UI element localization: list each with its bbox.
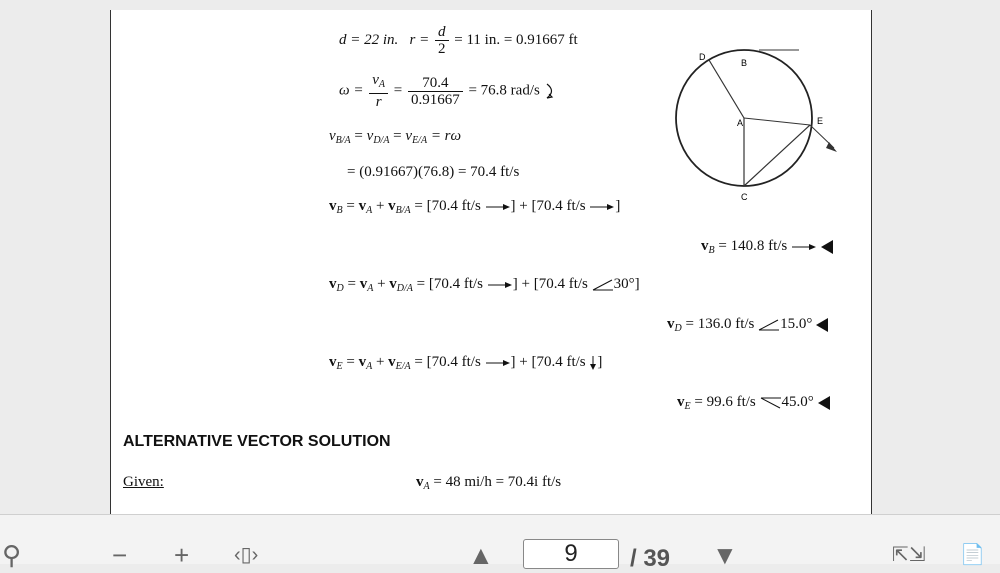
- result-marker-icon: [818, 396, 830, 410]
- document-page: [110, 10, 872, 514]
- given-value: $v_A = 48$ mi/h = 70.4i ft/s: [416, 474, 562, 492]
- zoom-in-icon[interactable]: +: [174, 540, 190, 570]
- equation-omega: ω = $\frac{v_A}{r}$ = $\frac{70.4}{0.91667}$ = 76.8 rad/s: [339, 72, 558, 110]
- zoom-out-icon[interactable]: −: [112, 540, 128, 570]
- rotation-arrow-icon: [544, 82, 558, 100]
- right-arrow-icon: [589, 202, 615, 212]
- result-marker-icon: [821, 240, 833, 254]
- svg-text:C: C: [741, 192, 748, 202]
- given-label: Given:: [123, 474, 164, 490]
- svg-text:B: B: [741, 58, 748, 68]
- svg-text:D: D: [699, 52, 706, 62]
- angle-icon: [760, 397, 782, 409]
- equation-relative-velocities: $v_{B/A} = v_{D/A} = v_{E/A} = r\omega$: [329, 128, 462, 146]
- next-page-icon[interactable]: ▼: [712, 540, 738, 570]
- page-total: / 39: [630, 545, 671, 572]
- result-marker-icon: [816, 318, 828, 332]
- svg-text:E: E: [817, 116, 824, 126]
- equation-numeric: = (0.91667)(76.8) = 70.4 ft/s: [347, 164, 520, 180]
- result-vd: $v_D = 136.0$ ft/s 15.0°: [667, 316, 828, 334]
- right-arrow-icon: [487, 280, 513, 290]
- fullscreen-icon[interactable]: ⇱⇲: [892, 544, 926, 566]
- previous-page-icon[interactable]: ▲: [468, 540, 494, 570]
- equation-d-r: d = 22 in. r = $\frac{d}{2}$ = 11 in. = 0.91667 ft: [339, 24, 578, 57]
- result-vb: $v_B = 140.8$ ft/s: [701, 238, 833, 256]
- equation-vd: $v_D = v_A + v_{D/A} = [70.4$ ft/s ] + [70.4 ft/s 30°]: [329, 276, 640, 294]
- search-icon[interactable]: ⚲: [2, 540, 22, 570]
- page-number-input[interactable]: [523, 539, 619, 569]
- svg-text:A: A: [737, 118, 744, 128]
- equation-vb: $v_B = v_A + v_{B/A} = [70.4$ ft/s ] + [70.4 ft/s ]: [329, 198, 621, 216]
- right-arrow-icon: [791, 242, 817, 252]
- download-icon[interactable]: 📄: [960, 544, 985, 566]
- pdf-toolbar: [0, 514, 1000, 572]
- equation-ve: $v_E = v_A + v_{E/A} = [70.4$ ft/s ] + [70.4 ft/s ]: [329, 354, 603, 372]
- right-arrow-icon: [485, 358, 511, 368]
- right-arrow-icon: [485, 202, 511, 212]
- result-ve: $v_E = 99.6$ ft/s 45.0°: [677, 394, 830, 412]
- wheel-diagram: [669, 38, 849, 208]
- angle-icon: [592, 279, 614, 291]
- section-heading: ALTERNATIVE VECTOR SOLUTION: [123, 433, 391, 450]
- fit-width-icon[interactable]: ‹▯›: [234, 544, 259, 566]
- angle-icon: [758, 319, 780, 331]
